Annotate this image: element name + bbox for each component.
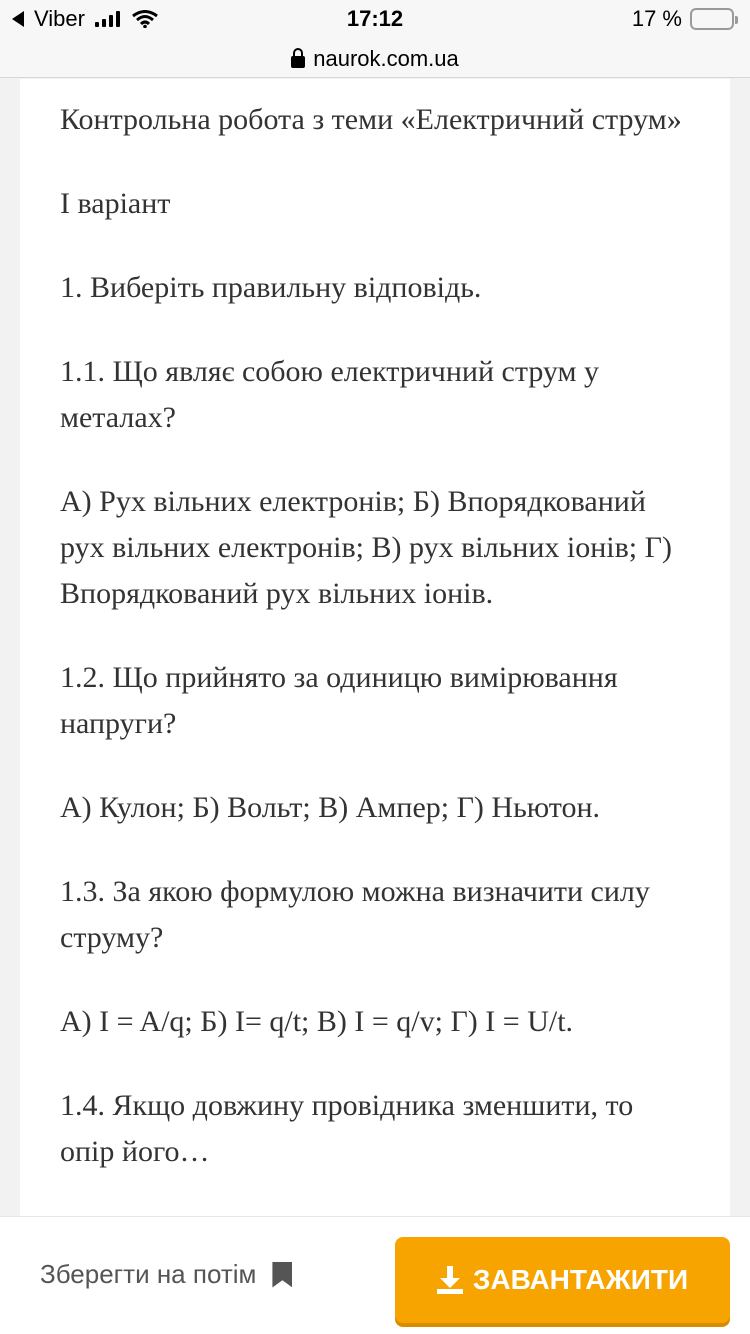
answers-1-3: А) I = A/q; Б) I= q/t; В) I = q/v; Г) I = U/t. — [60, 1005, 574, 1038]
variant-heading: I варіант — [60, 187, 171, 220]
question-1-1: 1.1. Що являє собою електричний струм у металах? — [60, 355, 600, 434]
question-1-4: 1.4. Якщо довжину провідника зменшити, то опір його… — [60, 1089, 634, 1168]
question-1-3: 1.3. За якою формулою можна визначити силу струму? — [60, 875, 650, 954]
article — [20, 79, 730, 1175]
lock-icon — [291, 56, 305, 68]
answers-1-1: А) Рух вільних електронів; Б) Впорядкований рух вільних електронів; В) рух вільних іонів; Г) Впорядкований рух вільних іонів. — [60, 485, 672, 610]
question-1-2: 1.2. Що прийнято за одиницю вимірювання напруги? — [60, 661, 618, 740]
task-instruction: 1. Виберіть правильну відповідь. — [60, 271, 482, 304]
article-title: Контрольна робота з теми «Електричний струм» — [60, 103, 682, 136]
download-button[interactable] — [395, 1237, 730, 1323]
bottom-action-bar — [0, 1216, 750, 1334]
status-bar — [0, 0, 750, 40]
clock: 17:12 — [346, 6, 404, 31]
battery-icon — [690, 8, 734, 30]
battery-percent: 17 % — [631, 6, 682, 31]
save-later-label: Зберегти на потім — [40, 1259, 257, 1289]
url-domain[interactable]: naurok.com.ua — [313, 45, 459, 71]
status-right — [632, 6, 734, 32]
bookmark-icon — [272, 1262, 292, 1288]
page-content — [20, 79, 730, 1216]
back-app-label[interactable]: Viber — [34, 6, 85, 31]
download-icon — [437, 1266, 463, 1294]
save-later-button[interactable] — [40, 1259, 292, 1290]
address-bar[interactable] — [0, 40, 750, 78]
answers-1-2: А) Кулон; Б) Вольт; В) Ампер; Г) Ньютон. — [60, 791, 601, 824]
download-label: ЗАВАНТАЖИТИ — [472, 1264, 689, 1295]
